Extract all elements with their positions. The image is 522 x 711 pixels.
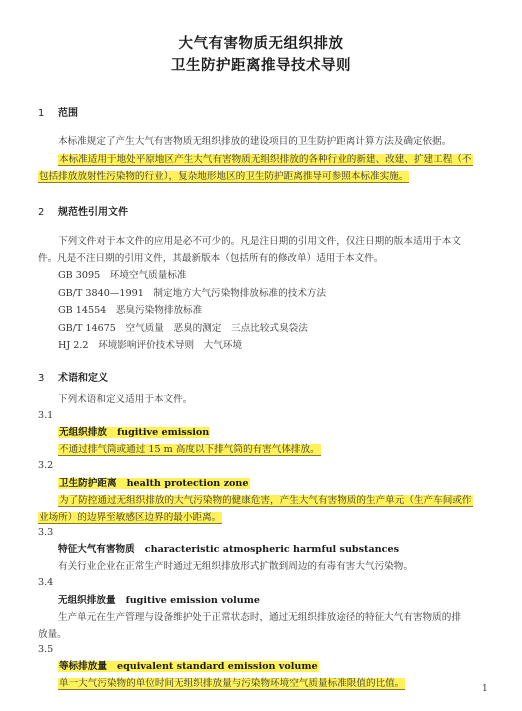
term-heading	[58, 660, 319, 673]
term-definition	[58, 494, 473, 507]
term-zh: 等标排放量	[59, 661, 107, 672]
section-2-heading	[38, 203, 128, 218]
term-en: fugitive emission volume	[125, 595, 261, 606]
s1-paragraph-2-line2	[38, 170, 409, 183]
highlight: 单一大气污染物的单位时间无组织排放量与污染物环境空气质量标准限值的比值。	[59, 678, 405, 689]
section-1-heading	[38, 104, 78, 119]
term-zh: 卫生防护距离	[59, 478, 117, 489]
highlight: 业场所）的边界至敏感区边界的最小距离。	[39, 512, 222, 523]
highlight: 本标准适用于地处平原地区产生大气有害物质无组织排放的各种行业的新建、改建、扩建工程（不	[59, 154, 472, 165]
section-number: 1	[38, 108, 45, 119]
highlight: 为了防控通过无组织排放的大气污染物的健康危害，产生大气有害物质的生产单元（生产车间或作	[59, 495, 472, 506]
highlight: 不通过排气筒或通过 15 m 高度以下排气筒的有害气体排放。	[59, 444, 320, 455]
clause-number: 3.1	[38, 410, 54, 421]
term-zh: 特征大气有害物质	[58, 544, 135, 555]
clause-number: 3.2	[38, 460, 54, 471]
highlight: 包括排放放射性污染物的行业），复杂地形地区的卫生防护距离推导可参照本标准实施。	[39, 171, 409, 182]
reference-item: HJ 2.2 环境影响评价技术导则 大气环境	[58, 340, 243, 351]
term-definition	[38, 511, 222, 524]
s2-paragraph-line1: 下列文件对于本文件的应用是必不可少的。凡是注日期的引用文件，仅注日期的版本适用于本文	[58, 236, 461, 247]
section-3-heading	[38, 369, 108, 384]
term-en: fugitive emission	[116, 427, 210, 438]
reference-item: GB 3095 环境空气质量标准	[58, 270, 187, 281]
term-en: equivalent standard emission volume	[116, 661, 318, 672]
reference-item: GB 14554 恶臭污染物排放标准	[58, 305, 203, 316]
term-en: characteristic atmospheric harmful substances	[144, 544, 399, 555]
s3-intro: 下列术语和定义适用于本文件。	[58, 394, 193, 405]
section-number: 2	[38, 207, 45, 218]
s1-paragraph-1: 本标准规定了产生大气有害物质无组织排放的建设项目的卫生防护距离计算方法及确定依据。	[58, 136, 452, 147]
term-definition: 有关行业企业在正常生产时通过无组织排放形式扩散到周边的有毒有害大气污染物。	[58, 561, 413, 572]
term-zh: 无组织排放	[59, 427, 107, 438]
document-title-line2: 卫生防护距离推导技术导则	[171, 58, 351, 74]
term-zh: 无组织排放量	[58, 595, 116, 606]
reference-item: GB/T 14675 空气质量 恶臭的测定 三点比较式臭袋法	[58, 323, 308, 334]
reference-item: GB/T 3840—1991 制定地方大气污染物排放标准的技术方法	[58, 288, 327, 299]
section-title: 术语和定义	[58, 373, 108, 384]
term-definition: 放量。	[38, 629, 67, 640]
section-number: 3	[38, 373, 45, 384]
s1-paragraph-2-line1	[58, 153, 473, 166]
term-definition	[58, 443, 321, 456]
term-heading	[58, 426, 210, 439]
term-heading	[58, 477, 250, 490]
section-title: 规范性引用文件	[58, 207, 128, 218]
clause-number: 3.5	[38, 644, 54, 655]
term-heading	[58, 543, 399, 556]
term-en: health protection zone	[126, 478, 249, 489]
term-definition	[58, 677, 405, 690]
section-title: 范围	[58, 108, 78, 119]
document-title-line1: 大气有害物质无组织排放	[178, 36, 344, 52]
clause-number: 3.3	[38, 527, 54, 538]
page-number: 1	[482, 684, 488, 694]
term-definition: 生产单元在生产管理与设备维护处于正常状态时，通过无组织排放途径的特征大气有害物质的排	[58, 612, 461, 623]
term-heading	[58, 594, 260, 607]
s2-paragraph-line2: 件。凡是不注日期的引用文件，其最新版本（包括所有的修改单）适用于本文件。	[38, 253, 384, 264]
clause-number: 3.4	[38, 577, 54, 588]
